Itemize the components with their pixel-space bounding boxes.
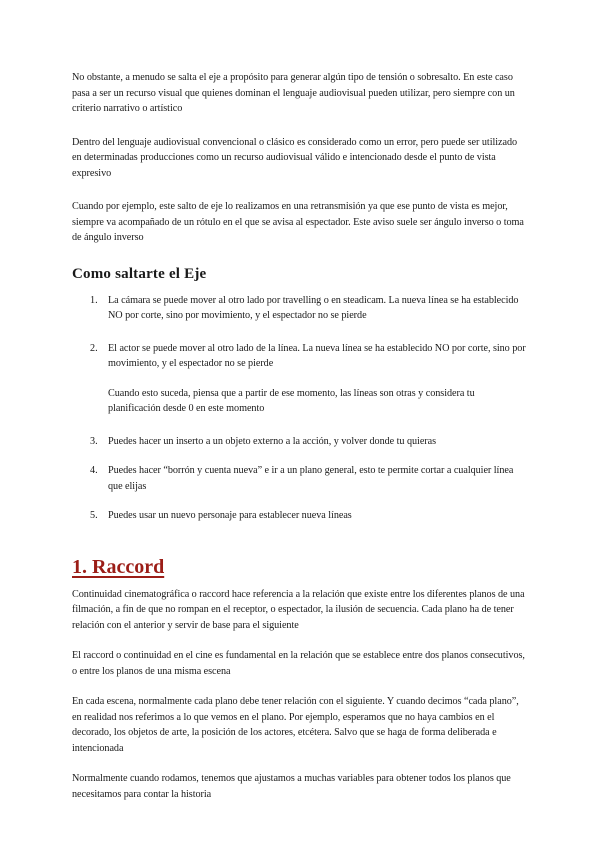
paragraph-raccord-4: Normalmente cuando rodamos, tenemos que ajustamos a muchas variables para obtener todos los planos que necesitamos para contar la historia <box>72 773 511 800</box>
paragraph-raccord-1: Continuidad cinematográfica o raccord hace referencia a la relación que existe entre los diferentes planos de una filmación, a fin de que no rompan en el receptor, o espectador, la ilusión de secuencia. Cada plano ha de tener relación con el anterior y servir de base para el siguiente <box>72 588 525 631</box>
steps-list <box>72 293 528 524</box>
page-content <box>72 70 528 802</box>
list-item <box>72 341 528 417</box>
list-item-text: El actor se puede mover al otro lado de la línea. La nueva línea se ha establecido NO por corte, sino por movimiento, y el espectador no se pierde <box>108 342 526 369</box>
list-number: 5. <box>90 510 98 521</box>
list-item <box>72 463 528 494</box>
list-item-text: La cámara se puede mover al otro lado por travelling o en steadicam. La nueva línea se ha establecido NO por corte, sino por movimiento, y el espectador no se pierde <box>108 294 519 321</box>
list-item <box>72 293 528 324</box>
paragraph-intro-3: Cuando por ejemplo, este salto de eje lo realizamos en una retransmisión ya que ese punto de vista es mejor, siempre va acompañado de un rótulo en el que se avisa al espectador. Este aviso suele ser ángulo inverso o toma de ángulo inverso <box>72 201 524 243</box>
paragraph-intro-1: No obstante, a menudo se salta el eje a propósito para generar algún tipo de tensión o sobresalto. En este caso pasa a ser un recurso visual que quienes dominan el lenguaje audiovisual pueden utilizar, pero siempre con un criterio narrativo o artístico <box>72 72 515 114</box>
list-number: 1. <box>90 294 98 306</box>
list-number: 2. <box>90 342 98 354</box>
list-number: 4. <box>90 465 98 476</box>
list-item-note: Cuando esto suceda, piensa que a partir de ese momento, las líneas son otras y considera tu planificación desde 0 en este momento <box>108 387 475 414</box>
list-item-text: Puedes hacer un inserto a un objeto externo a la acción, y volver donde tu quieras <box>108 435 437 447</box>
list-item <box>72 508 528 524</box>
paragraph-intro-2: Dentro del lenguaje audiovisual convencional o clásico es considerado como un error, pero puede ser utilizado en determinadas producciones como un recurso audiovisual válido e intencionado desde el punto de vista expresivo <box>72 136 518 179</box>
heading-raccord: 1. Raccord <box>72 555 165 578</box>
paragraph-raccord-3: En cada escena, normalmente cada plano debe tener relación con el siguiente. Y cuando decimos “cada plano”, en realidad nos referimos a lo que vemos en el plano. Por ejemplo, esperamos que no haya cambios en el decorado, los objetos de arte, la posición de los actores, etcétera. Salvo que se haga de forma deliberada e intencionada <box>72 696 519 754</box>
paragraph-raccord-2: El raccord o continuidad en el cine es fundamental en la relación que se establece entre dos planos consecutivos, o entre los planos de una misma escena <box>72 650 525 677</box>
list-item-text: Puedes usar un nuevo personaje para establecer nueva líneas <box>108 510 352 521</box>
list-number: 3. <box>90 435 98 447</box>
heading-como-saltarte: Como saltarte el Eje <box>72 265 207 282</box>
list-item-text: Puedes hacer “borrón y cuenta nueva” e ir a un plano general, esto te permite cortar a cualquier línea que elijas <box>108 465 514 492</box>
list-item <box>72 434 528 450</box>
